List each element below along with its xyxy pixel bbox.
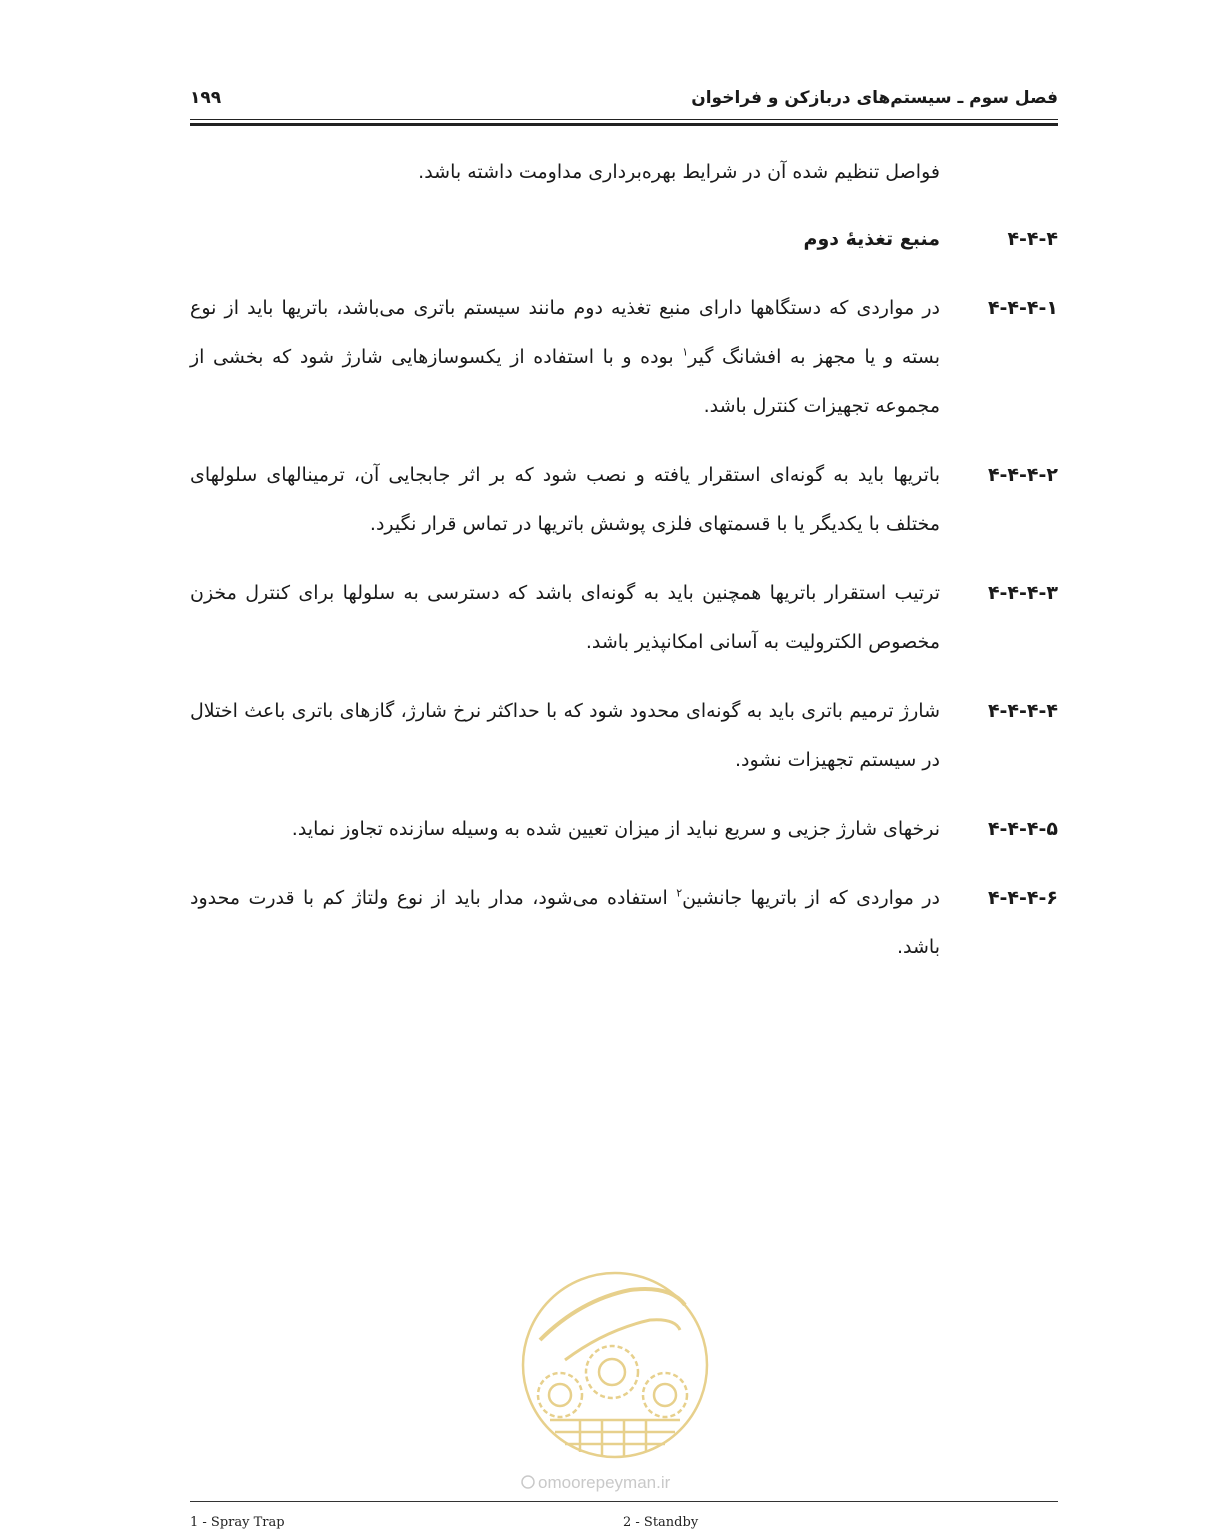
clause-4-4-4-4	[190, 687, 1058, 785]
watermark-logo	[510, 1260, 720, 1492]
handshake-icon	[599, 1359, 625, 1385]
scales-icon	[549, 1384, 571, 1406]
clause-text: شارژ ترمیم باتری باید به گونه‌ای محدود شود که با حداکثر نرخ شارژ، گازهای باتری باعث اختلال در سیستم تجهیزات نشود.	[190, 700, 940, 771]
chapter-title: فصل سوم ـ سیستم‌های دربازکن و فراخوان	[691, 88, 1058, 108]
clause-4-4-4-5	[190, 805, 1058, 854]
paragraph-continuation	[190, 148, 1058, 197]
watermark-grid	[550, 1420, 680, 1456]
clause-text: نرخهای شارژ جزیی و سریع نباید از میزان تعیین شده به وسیله سازنده تجاوز نماید.	[291, 818, 940, 840]
gear-icon	[586, 1346, 638, 1398]
section-title: منبع تغذیهٔ دوم	[803, 228, 940, 250]
header-rule-thick	[190, 123, 1058, 126]
section-number: ۴-۴-۴	[1007, 228, 1058, 250]
clause-number: ۴-۴-۴-۱	[987, 297, 1058, 319]
footnote-rule	[190, 1501, 1058, 1502]
page-number: ۱۹۹	[190, 88, 222, 108]
clause-number: ۴-۴-۴-۶	[987, 887, 1058, 909]
clause-number: ۴-۴-۴-۳	[987, 582, 1058, 604]
watermark-site: omoorepeyman.ir	[538, 1473, 671, 1492]
clause-number: ۴-۴-۴-۴	[987, 700, 1058, 722]
clause-4-4-4-6	[190, 874, 1058, 972]
clause-text: باتریها باید به گونه‌ای استقرار یافته و نصب شود که بر اثر جابجایی آن، ترمینالهای سلولهای مختلف با یکدیگر یا با قسمتهای فلزی پوشش باتریها در تماس قرار نگیرد.	[190, 464, 940, 535]
section-heading	[190, 215, 1058, 264]
gear-icon	[643, 1373, 687, 1417]
watermark-script-stroke-2	[565, 1320, 680, 1360]
clause-number: ۴-۴-۴-۲	[987, 464, 1058, 486]
header-rule-thin	[190, 119, 1058, 120]
clause-text: در مواردی که از باتریها جانشین	[682, 887, 941, 909]
clause-text: ترتیب استقرار باتریها همچنین باید به گونه‌ای باشد که دسترسی به سلولها برای کنترل مخزن مخصوص الکترولیت به آسانی امکانپذیر باشد.	[190, 582, 940, 653]
clause-number: ۴-۴-۴-۵	[987, 818, 1058, 840]
paragraph-text: فواصل تنظیم شده آن در شرایط بهره‌برداری مداومت داشته باشد.	[418, 161, 940, 183]
globe-icon	[522, 1476, 534, 1488]
page-body	[190, 148, 1058, 972]
building-icon	[654, 1384, 676, 1406]
clause-text-continued: بوده و با استفاده از یکسوسازهایی شارژ شود که بخشی از مجموعه تجهیزات کنترل باشد.	[190, 346, 940, 417]
clause-4-4-4-1	[190, 284, 1058, 431]
page-header	[190, 84, 1058, 114]
clause-text: در مواردی که دستگاهها دارای منبع تغذیه دوم مانند سیستم باتری می‌باشد، باتریها باید از نوع بسته و یا مجهز به افشانگ گیر	[190, 297, 940, 368]
clause-4-4-4-2	[190, 451, 1058, 549]
gear-icon	[538, 1373, 582, 1417]
footnote-ref: ۱	[682, 345, 689, 359]
footnote-1: 1 - Spray Trap	[190, 1515, 285, 1530]
clause-text-continued: استفاده می‌شود، مدار باید از نوع ولتاژ کم با قدرت محدود باشد.	[190, 887, 940, 958]
clause-4-4-4-3	[190, 569, 1058, 667]
footnote-2: 2 - Standby	[623, 1515, 699, 1530]
footnote-ref: ۲	[676, 886, 683, 900]
